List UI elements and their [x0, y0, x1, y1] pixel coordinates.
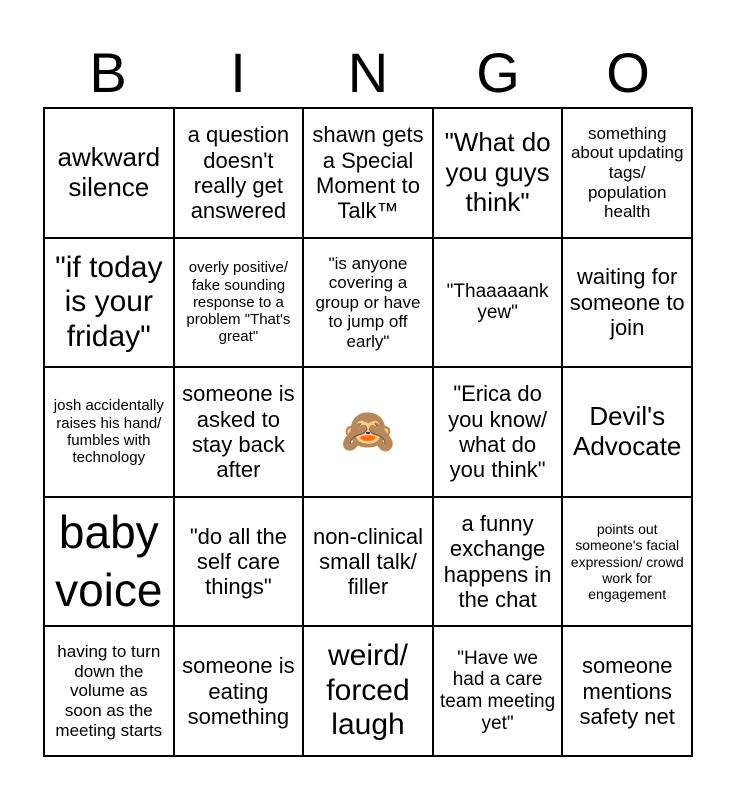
bingo-cell[interactable]: [433, 497, 563, 627]
free-space-cell[interactable]: [303, 367, 433, 497]
bingo-cell[interactable]: [174, 367, 304, 497]
bingo-cell[interactable]: [303, 108, 433, 238]
cell-text: someone mentions safety net: [579, 653, 675, 729]
bingo-cell[interactable]: [44, 626, 174, 756]
cell-text: "do all the self care things": [189, 523, 287, 600]
cell-text: weird/ forced laugh: [326, 639, 410, 742]
cell-text: Devil's Advocate: [572, 401, 682, 461]
bingo-cell[interactable]: [433, 108, 563, 238]
cell-text: someone is asked to stay back after: [182, 381, 295, 483]
bingo-cell[interactable]: [174, 238, 304, 368]
bingo-cell[interactable]: [44, 238, 174, 368]
bingo-cell[interactable]: [303, 238, 433, 368]
bingo-cell[interactable]: [562, 108, 692, 238]
cell-text: a funny exchange happens in the chat: [443, 511, 552, 612]
cell-text: "What do you guys think": [444, 126, 551, 217]
cell-text: having to turn down the volume as soon as the meeting starts: [55, 642, 163, 740]
cell-text: "is anyone covering a group or have to jump off early": [315, 253, 421, 351]
bingo-cell[interactable]: [303, 497, 433, 627]
cell-text: non-clinical small talk/ filler: [312, 523, 424, 600]
bingo-cell[interactable]: [44, 497, 174, 627]
cell-text: "Thaaaaank yew": [446, 280, 549, 324]
see-no-evil-monkey-icon: 🙈: [340, 406, 396, 456]
bingo-cell[interactable]: [562, 367, 692, 497]
cell-text: shawn gets a Special Moment to Talk™: [312, 122, 424, 224]
header-letter-b: B: [89, 41, 127, 104]
bingo-cell[interactable]: [562, 238, 692, 368]
cell-text: a question doesn't really get answered: [187, 122, 290, 224]
cell-text: points out someone's facial expression/ crowd work for engagement: [570, 521, 684, 602]
header-letter-n: N: [347, 41, 389, 104]
header-letter-g: G: [476, 41, 520, 104]
cell-text: waiting for someone to join: [569, 264, 685, 341]
bingo-cell[interactable]: [44, 108, 174, 238]
cell-text: someone is eating something: [182, 653, 295, 729]
bingo-cell[interactable]: [174, 497, 304, 627]
bingo-grid: [43, 107, 693, 757]
header-letter-i: I: [230, 41, 246, 104]
cell-text: something about updating tags/ population health: [570, 123, 684, 222]
bingo-cell[interactable]: [433, 367, 563, 497]
bingo-cell[interactable]: [44, 367, 174, 497]
cell-text: "Erica do you know/ what do you think": [448, 381, 548, 483]
header-letter-o: O: [606, 41, 650, 104]
cell-text: josh accidentally raises his hand/ fumbles with technology: [53, 397, 164, 467]
bingo-cell[interactable]: [562, 497, 692, 627]
cell-text: "Have we had a care team meeting yet": [440, 647, 556, 735]
cell-text: awkward silence: [57, 141, 161, 202]
cell-text: overly positive/ fake sounding response to a problem "That's great": [186, 259, 291, 346]
bingo-cell[interactable]: [174, 108, 304, 238]
bingo-header: [43, 40, 693, 106]
bingo-cell[interactable]: [433, 238, 563, 368]
bingo-cell[interactable]: [174, 626, 304, 756]
cell-text: "if today is your friday": [55, 250, 163, 353]
bingo-cell[interactable]: [303, 626, 433, 756]
bingo-cell[interactable]: [433, 626, 563, 756]
bingo-cell[interactable]: [562, 626, 692, 756]
cell-text: baby voice: [55, 506, 163, 616]
